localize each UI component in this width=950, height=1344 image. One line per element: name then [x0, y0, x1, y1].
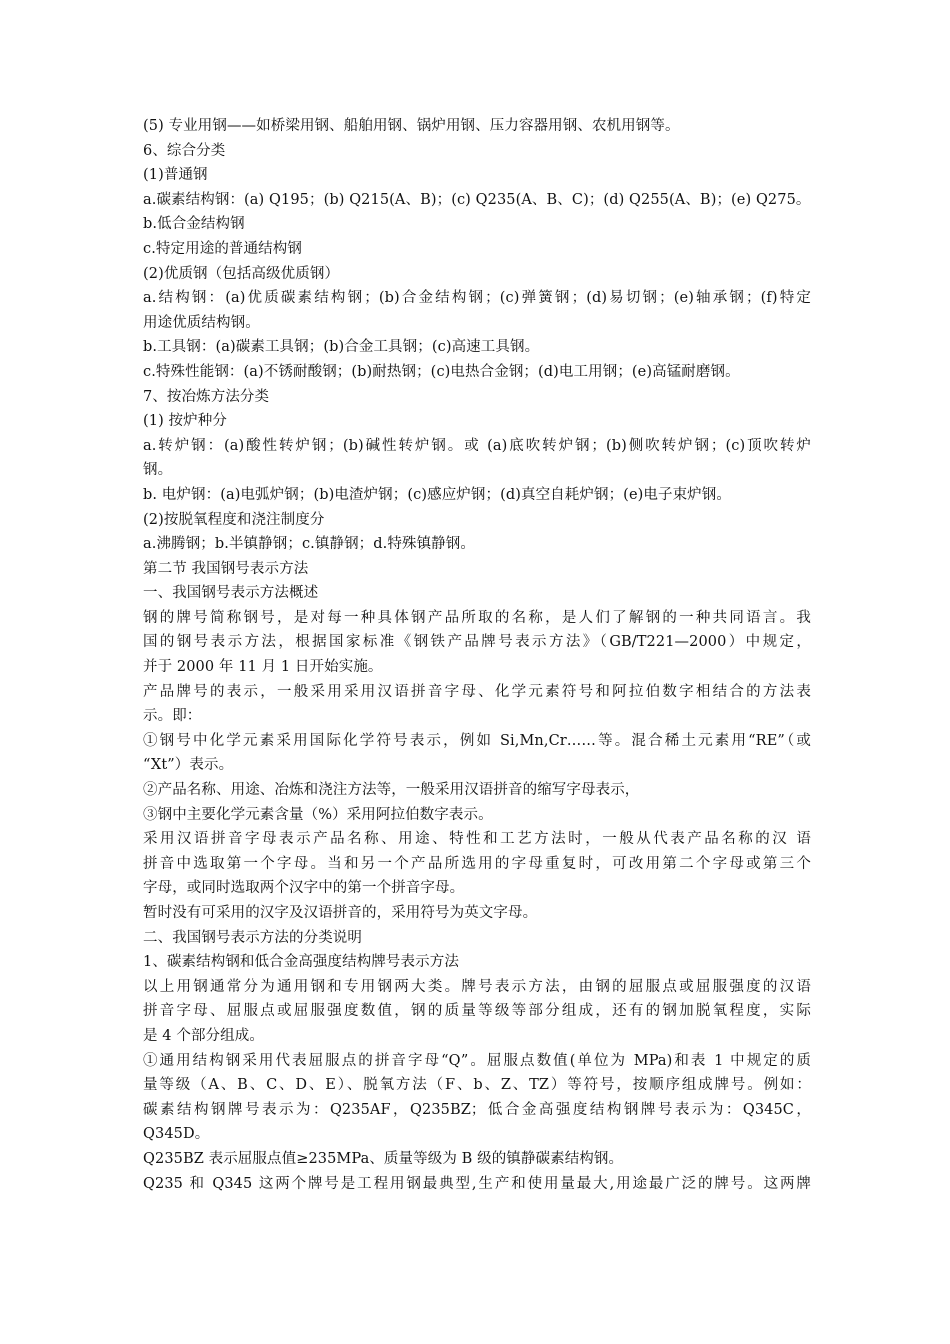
text-line: (2)按脱氧程度和浇注制度分	[143, 511, 325, 528]
text-line: 量等级（A、B、C、D、E）、脱氧方法（F、b、Z、TZ）等符号，按顺序组成牌号。例如：	[143, 1077, 811, 1094]
text-line: (5) 专业用钢——如桥梁用钢、船舶用钢、锅炉用钢、压力容器用钢、农机用钢等。	[143, 118, 680, 134]
text-line: 钢。	[143, 462, 173, 479]
text-line: a.碳素结构钢：(a) Q195；(b) Q215(A、B)；(c) Q235(A、B、C)；(d) Q255(A、B)；(e) Q275。	[143, 191, 811, 208]
text-line: c.特定用途的普通结构钢	[143, 240, 302, 257]
text-line: 字母，或同时选取两个汉字中的第一个拼音字母。	[143, 880, 465, 897]
text-line: 钢的牌号简称钢号，是对每一种具体钢产品所取的名称，是人们了解钢的一种共同语言。我	[143, 609, 811, 626]
section-heading: 一、我国钢号表示方法概述	[143, 585, 319, 602]
text-line: (1)普通钢	[143, 167, 208, 184]
text-line: 拼音字母、屈服点或屈服强度数值，钢的质量等级等部分组成，还有的钢加脱氧程度，实际	[143, 1003, 811, 1020]
text-line: 是 4 个部分组成。	[143, 1027, 264, 1044]
text-line: ③钢中主要化学元素含量（%）采用阿拉伯数字表示。	[143, 806, 493, 823]
text-line: 暂时没有可采用的汉字及汉语拼音的，采用符号为英文字母。	[143, 905, 538, 921]
text-line: 国的钢号表示方法，根据国家标准《钢铁产品牌号表示方法》（GB/T221—2000）中规定，	[143, 634, 811, 651]
text-line: (1) 按炉种分	[143, 413, 227, 430]
text-line: Q345D。	[143, 1126, 210, 1143]
section-heading: 1、碳素结构钢和低合金高强度结构牌号表示方法	[143, 954, 459, 971]
text-line: (2)优质钢（包括高级优质钢）	[143, 265, 340, 282]
section-heading: 第二节 我国钢号表示方法	[143, 560, 309, 577]
text-line: 拼音中选取第一个字母。当和另一个产品所选用的字母重复时，可改用第二个字母或第三个	[143, 855, 811, 872]
text-line: 以上用钢通常分为通用钢和专用钢两大类。牌号表示方法，由钢的屈服点或屈服强度的汉语	[143, 978, 811, 995]
text-line: 示。即：	[143, 708, 202, 725]
text-line: a.转炉钢：(a)酸性转炉钢；(b)碱性转炉钢。或 (a)底吹转炉钢；(b)侧吹转炉钢；(c)顶吹转炉	[143, 437, 811, 454]
section-heading: 6、综合分类	[143, 142, 226, 159]
text-line: b.工具钢：(a)碳素工具钢；(b)合金工具钢；(c)高速工具钢。	[143, 339, 540, 356]
text-line: c.特殊性能钢：(a)不锈耐酸钢；(b)耐热钢；(c)电热合金钢；(d)电工用钢；(e)高锰耐磨钢。	[143, 363, 740, 380]
document-body	[143, 114, 811, 1196]
text-line: b. 电炉钢：(a)电弧炉钢；(b)电渣炉钢；(c)感应炉钢；(d)真空自耗炉钢；(e)电子束炉钢。	[143, 486, 731, 503]
text-line: 并于 2000 年 11 月 1 日开始实施。	[143, 659, 383, 676]
text-line: ①钢号中化学元素采用国际化学符号表示，例如 Si,Mn,Cr……等。混合稀土元素用“RE”（或	[143, 732, 811, 749]
text-line: 产品牌号的表示，一般采用采用汉语拼音字母、化学元素符号和阿拉伯数字相结合的方法表	[143, 683, 811, 700]
text-line: 用途优质结构钢。	[143, 314, 260, 331]
section-heading: 二、我国钢号表示方法的分类说明	[143, 929, 362, 946]
text-line: “Xt”）表示。	[143, 757, 234, 774]
text-line: Q235BZ 表示屈服点值≥235MPa、质量等级为 B 级的镇静碳素结构钢。	[143, 1150, 624, 1167]
text-line: 采用汉语拼音字母表示产品名称、用途、特性和工艺方法时，一般从代表产品名称的汉 语	[143, 831, 811, 848]
text-line: b.低合金结构钢	[143, 216, 245, 233]
text-line: ②产品名称、用途、冶炼和浇注方法等，一般采用汉语拼音的缩写字母表示，	[143, 782, 640, 799]
text-line: 碳素结构钢牌号表示为：Q235AF，Q235BZ；低合金高强度结构钢牌号表示为：Q345C，	[143, 1101, 811, 1118]
text-line: a.结构钢：(a)优质碳素结构钢；(b)合金结构钢；(c)弹簧钢；(d)易切钢；(e)轴承钢；(f)特定	[143, 290, 811, 307]
text-line: Q235 和 Q345 这两个牌号是工程用钢最典型,生产和使用量最大,用途最广泛的牌号。这两牌	[143, 1175, 811, 1192]
text-line: ①通用结构钢采用代表屈服点的拼音字母“Q”。屈服点数值(单位为 MPa)和表 1 中规定的质	[143, 1052, 811, 1069]
text-line: a.沸腾钢；b.半镇静钢；c.镇静钢；d.特殊镇静钢。	[143, 536, 475, 553]
section-heading: 7、按冶炼方法分类	[143, 388, 270, 405]
